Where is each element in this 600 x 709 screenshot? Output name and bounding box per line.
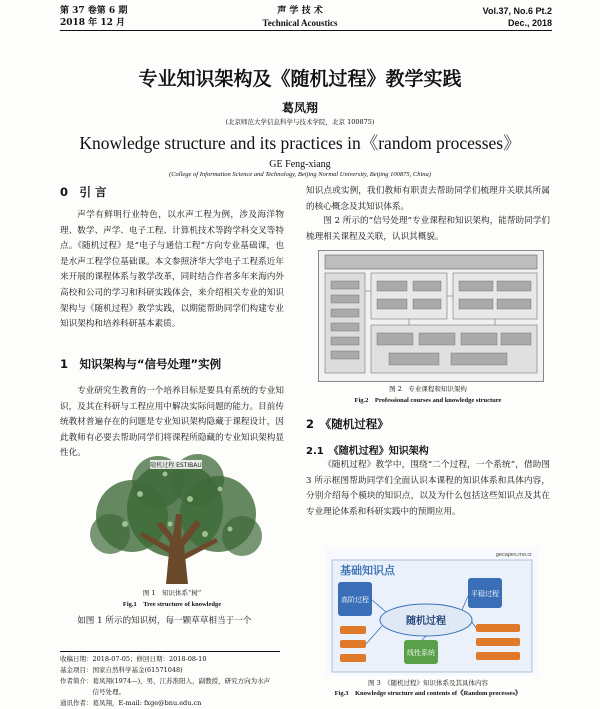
figure-3-label-stationary: 平稳过程: [471, 590, 499, 598]
figure-3-caption-cn: 图 3 《随机过程》知识体系及其具体内容: [368, 679, 488, 687]
section-1-tail: 如图 1 所示的知识树，每一颗草草相当于一个: [77, 616, 252, 626]
author-cn: 葛凤翔: [281, 101, 318, 115]
title-cn: 专业知识架构及《随机过程》教学实践: [138, 68, 462, 90]
footnote-corresponding: 通讯作者：葛凤翔，E-mail: fxge@bnu.edu.cn: [60, 699, 202, 707]
footnotes: [60, 654, 300, 709]
header-vol-en: Vol.37, No.6 Pt.2: [482, 6, 552, 16]
right-paragraph-2: 图 2 所示的“信号处理”专业课程和知识架构，能帮助同学们梳理相关课程及关联，认识其概貌。: [306, 216, 550, 242]
figure-2-diagram: [318, 250, 544, 382]
section-2-1-heading: 2.1 《随机过程》知识架构: [306, 446, 429, 457]
affiliation-en: (College of Information Science and Technology, Beijing Normal University, Beijing 100875, China): [169, 171, 431, 178]
figure-2-caption-cn: 图 2 专业课程和知识架构: [389, 385, 467, 393]
figure-3-diagram: [326, 548, 538, 676]
figure-3-corner-label: gecapes.mo.cr: [495, 552, 532, 558]
figure-3-label-high: 高阶过程: [341, 596, 369, 604]
header-date: 2018 年 12 月: [60, 18, 125, 28]
figure-3-label-basic: 基础知识点: [340, 564, 395, 577]
footnote-author-cont: 信号处理。: [60, 688, 125, 696]
footnote-author: 作者简介：葛凤翔(1974—)，男，江苏淮阳人，副教授，研究方向为水声: [60, 677, 271, 685]
figure-3-label-center: 随机过程: [406, 616, 446, 627]
right-paragraph-1: 知识点或实例，我们教师有职责去帮助同学们梳理并关联其所属的核心概念及其知识体系。: [306, 186, 550, 212]
footnote-funding: 基金项目：国家自然科学基金(61571048): [60, 666, 183, 674]
section-0-paragraph: 声学有鲜明行业特色，以水声工程为例，涉及海洋物理、数学、声学、电子工程、计算机技术等跨学科交叉等特点。《随机过程》是“电子与通信工程”方向专业基础课，也是水声工程学位基础课。本文参照济华大学电子工程系近年来开展的课程体系与教学改革，同时结合作者多年来海内外高校和公司的学习和科研实践体会，来介绍相关专业的知识架构与《随机过程》教学实践，以期能帮助同学们构建专业知识架构和培养科研基本素质。: [60, 210, 284, 330]
figure-1-caption-cn: 图 1 知识体系“树”: [142, 589, 202, 597]
header-rule: [60, 30, 552, 31]
figure-2-caption-en: Fig.2 Professional courses and knowledge structure: [354, 397, 502, 404]
section-2-heading: 2 《随机过程》: [306, 417, 389, 431]
figure-3-caption-en: Fig.3 Knowledge structure and contents of《Random processes》: [334, 690, 522, 697]
title-en: Knowledge structure and its practices in《random processes》: [79, 133, 521, 153]
figure-3-label-linear: 线性系统: [407, 649, 435, 657]
header-journal-cn: 声 学 技 术: [277, 6, 323, 16]
tree-label: 随机过程 ESTIBAU: [150, 462, 202, 469]
section-1-paragraph: 专业研究生教育的一个培养目标是要具有系统的专业知识，及其在科研与工程应用中解决实际问题的能力。目前传统教材普遍存在的问题是专业知识架构隐藏于课程设计，因此教师有必要去帮助同学们将课程所隐藏的专业知识架构显性化。: [60, 386, 284, 459]
author-en: GE Feng-xiang: [269, 159, 331, 170]
section-1-heading: 1 知识架构与“信号处理”实例: [60, 357, 222, 371]
affiliation-cn: (北京师范大学信息科学与技术学院，北京 100875): [225, 118, 375, 126]
figure-1-tree: [70, 454, 280, 584]
header-volume: 第 37 卷第 6 期: [60, 6, 128, 16]
footnote-rule: [60, 651, 280, 652]
header-journal-en: Technical Acoustics: [262, 18, 338, 28]
figure-1-caption-en: Fig.1 Tree structure of knowledge: [122, 601, 222, 608]
header-date-en: Dec., 2018: [507, 18, 552, 28]
section-0-heading: 0 引 言: [60, 185, 107, 199]
footnote-received: 收稿日期：2018-07-05；修回日期：2018-08-10: [60, 655, 207, 663]
section-2-1-paragraph: 《随机过程》教学中，围绕“二个过程，一个系统”，借助图 3 所示框图帮助同学们全面认识本课程的知识体系和具体内容，分别介绍每个模块的知识点，以及为什么包括这些知识点及其在专业理论体系和科研实践中的预期应用。: [306, 460, 550, 517]
